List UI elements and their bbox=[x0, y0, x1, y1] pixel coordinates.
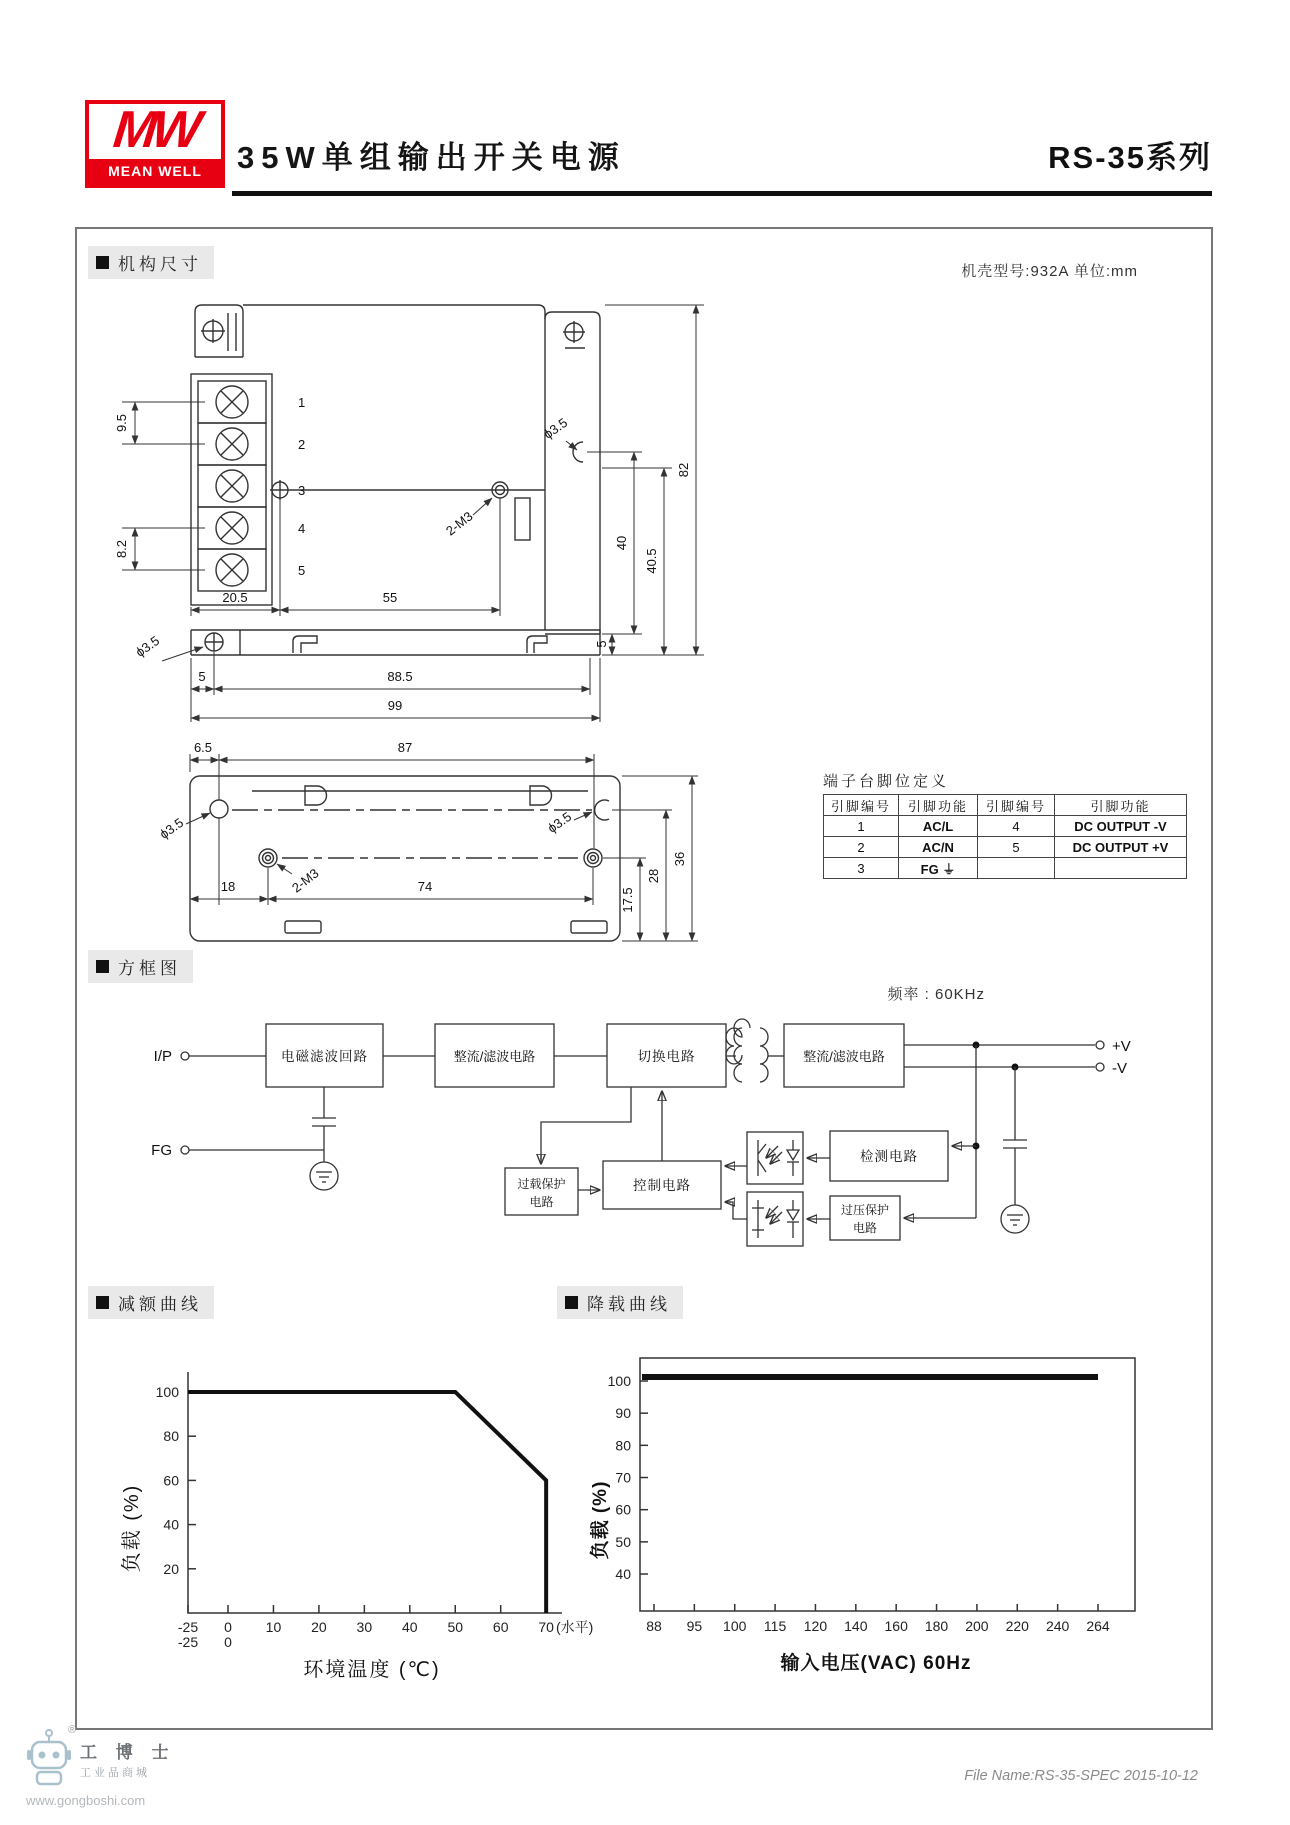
svg-text:55: 55 bbox=[382, 590, 398, 605]
pin-table-row bbox=[824, 816, 1187, 837]
fg-ground bbox=[310, 1087, 338, 1190]
x-tick-label: -25 bbox=[177, 1619, 199, 1635]
block-rectifier1: 整流/滤波电路 bbox=[453, 1049, 536, 1064]
x-tick-label: 10 bbox=[265, 1619, 282, 1635]
x-tick-label-row2: -25 bbox=[177, 1634, 199, 1650]
x-tick-label: 140 bbox=[844, 1618, 868, 1634]
meanwell-logo-mw: MW bbox=[110, 101, 200, 159]
svg-text:20.5: 20.5 bbox=[222, 590, 248, 605]
pin-table bbox=[823, 794, 1187, 879]
terminal-numbers bbox=[298, 395, 305, 578]
svg-text:5: 5 bbox=[198, 669, 206, 684]
svg-text:87: 87 bbox=[397, 740, 413, 755]
svg-text:2-M3: 2-M3 bbox=[442, 508, 476, 539]
x-tick-label: 60 bbox=[492, 1619, 509, 1635]
y-tick-label: 100 bbox=[155, 1384, 179, 1400]
x-tick-label: 100 bbox=[723, 1618, 747, 1634]
optocoupler-icon bbox=[747, 1192, 803, 1246]
x-tick-label: 180 bbox=[924, 1618, 949, 1634]
svg-text:ϕ3.5: ϕ3.5 bbox=[156, 814, 187, 842]
transformer-icon bbox=[726, 1019, 784, 1082]
block-input-label: I/P bbox=[153, 1048, 172, 1065]
header-rule bbox=[232, 191, 1212, 196]
svg-text:36: 36 bbox=[672, 851, 687, 867]
svg-text:82: 82 bbox=[676, 462, 691, 478]
section-input-derating-text: 降载曲线 bbox=[587, 1295, 671, 1314]
pin-table-row bbox=[824, 858, 1187, 879]
load-curve bbox=[188, 1392, 546, 1613]
x-tick-label: 30 bbox=[356, 1619, 373, 1635]
pin-number: 1 bbox=[824, 816, 899, 837]
derating-curve-chart bbox=[75, 1340, 635, 1700]
svg-text:8.2: 8.2 bbox=[114, 539, 129, 559]
x-tick-label: 115 bbox=[763, 1618, 787, 1634]
svg-text:9.5: 9.5 bbox=[114, 413, 129, 433]
pin-function: DC OUTPUT -V bbox=[1055, 816, 1187, 837]
x-axis-title: 输入电压(VAC) 60Hz bbox=[780, 1653, 972, 1674]
section-bullet-icon bbox=[96, 1296, 109, 1309]
block-overload-line2: 电路 bbox=[529, 1195, 554, 1209]
x-axis-title: 环境温度 (℃) bbox=[303, 1659, 441, 1681]
x-tick-label: 40 bbox=[402, 1619, 418, 1635]
pin-number: 5 bbox=[978, 837, 1055, 858]
section-derating-text: 减额曲线 bbox=[118, 1295, 202, 1314]
case-model-note: 机壳型号:932A 单位:mm bbox=[961, 263, 1138, 280]
x-tick-label: 95 bbox=[686, 1618, 703, 1634]
y-axis-title: 负载 (%) bbox=[590, 1480, 611, 1560]
pin-table-title: 端子台脚位定义 bbox=[823, 773, 950, 790]
svg-text:2: 2 bbox=[298, 437, 306, 452]
terminal-screws bbox=[216, 386, 248, 586]
y-tick-label: 50 bbox=[615, 1533, 631, 1550]
x-tick-label: 200 bbox=[965, 1618, 989, 1634]
svg-text:40.5: 40.5 bbox=[644, 548, 659, 574]
block-switching: 切换电路 bbox=[637, 1049, 696, 1064]
x-tick-label: 20 bbox=[311, 1619, 327, 1635]
axes bbox=[188, 1372, 562, 1613]
frequency-note: 频率 : 60KHz bbox=[887, 986, 985, 1003]
x-tick-label: 70 bbox=[538, 1619, 554, 1635]
svg-text:5: 5 bbox=[594, 640, 609, 648]
section-mech-text: 机构尺寸 bbox=[118, 255, 202, 274]
block-overload-line1: 过载保护 bbox=[517, 1177, 566, 1191]
section-bullet-icon bbox=[565, 1296, 578, 1309]
x-tick-label: 160 bbox=[884, 1618, 908, 1634]
block-emi: 电磁滤波回路 bbox=[281, 1049, 368, 1064]
watermark-name: 工 博 士 bbox=[80, 1743, 176, 1762]
watermark-url: www.gongboshi.com bbox=[26, 1793, 146, 1808]
y-axis-title: 负载 (%) bbox=[121, 1483, 143, 1573]
x-tick-label: 264 bbox=[1086, 1618, 1110, 1634]
pin-function: AC/L bbox=[899, 816, 978, 837]
svg-text:ϕ3.5: ϕ3.5 bbox=[544, 808, 575, 836]
svg-text:99: 99 bbox=[387, 698, 403, 713]
svg-text:5: 5 bbox=[298, 563, 306, 578]
section-derating-label bbox=[88, 1286, 214, 1319]
svg-text:40: 40 bbox=[614, 535, 629, 551]
y-tick-label: 20 bbox=[163, 1560, 179, 1577]
svg-text:ϕ3.5: ϕ3.5 bbox=[540, 414, 571, 442]
y-tick-label: 40 bbox=[163, 1516, 179, 1533]
pin-number: 4 bbox=[978, 816, 1055, 837]
pin-function: AC/N bbox=[899, 837, 978, 858]
block-rectifier2: 整流/滤波电路 bbox=[803, 1049, 885, 1064]
plot-frame bbox=[640, 1358, 1135, 1611]
x-tick-label: 88 bbox=[646, 1618, 662, 1634]
x-tick-label-row2: 0 bbox=[224, 1634, 232, 1650]
registered-mark: ® bbox=[68, 1724, 77, 1736]
optocoupler-icon bbox=[747, 1132, 803, 1184]
input-derating-curve-chart bbox=[590, 1340, 1215, 1700]
pin-table-header: 引脚功能 bbox=[1055, 795, 1187, 816]
y-tick-label: 40 bbox=[615, 1566, 631, 1583]
x-axis-suffix: (水平) bbox=[556, 1619, 594, 1635]
y-tick-label: 80 bbox=[163, 1428, 179, 1445]
x-tick-label: 0 bbox=[224, 1619, 232, 1635]
pin-number: 3 bbox=[824, 858, 899, 879]
output-ground bbox=[1001, 1067, 1029, 1233]
svg-text:88.5: 88.5 bbox=[387, 669, 413, 684]
gongboshi-robot-icon bbox=[26, 1728, 72, 1788]
svg-text:ϕ3.5: ϕ3.5 bbox=[132, 632, 163, 660]
svg-text:28: 28 bbox=[646, 868, 661, 884]
block-control: 控制电路 bbox=[633, 1178, 691, 1193]
x-tick-label: 50 bbox=[447, 1619, 464, 1635]
y-tick-label: 100 bbox=[607, 1373, 631, 1389]
svg-text:4: 4 bbox=[298, 521, 306, 536]
pin-table-row bbox=[824, 837, 1187, 858]
svg-text:2-M3: 2-M3 bbox=[288, 865, 322, 896]
svg-text:6.5: 6.5 bbox=[193, 740, 213, 755]
svg-text:1: 1 bbox=[298, 395, 306, 410]
page-title: 35W单组输出开关电源 bbox=[237, 140, 626, 175]
pin-function: FG ⏚ bbox=[899, 858, 978, 879]
x-tick-label: 240 bbox=[1045, 1618, 1070, 1634]
section-block-text: 方框图 bbox=[118, 959, 181, 978]
block-ovp-line2: 电路 bbox=[852, 1221, 878, 1235]
svg-text:18: 18 bbox=[220, 879, 236, 894]
block-detect: 检测电路 bbox=[860, 1149, 918, 1164]
block-vminus: -V bbox=[1112, 1060, 1127, 1077]
block-ovp-line1: 过压保护 bbox=[840, 1203, 890, 1217]
y-tick-label: 60 bbox=[615, 1501, 631, 1518]
y-tick-label: 70 bbox=[615, 1469, 631, 1486]
block-fg-label: FG bbox=[151, 1142, 172, 1159]
meanwell-logo bbox=[85, 100, 225, 188]
section-input-derating-label bbox=[557, 1286, 683, 1319]
file-name-note: File Name:RS-35-SPEC 2015-10-12 bbox=[964, 1768, 1198, 1784]
mech-bottom-dimensions bbox=[157, 740, 698, 941]
block-vplus: +V bbox=[1112, 1038, 1131, 1055]
mech-bottom-view bbox=[190, 776, 620, 941]
x-tick-label: 120 bbox=[803, 1618, 828, 1634]
y-tick-label: 80 bbox=[615, 1437, 631, 1454]
pin-table-header: 引脚功能 bbox=[899, 795, 978, 816]
pin-function bbox=[1055, 858, 1187, 879]
block-diagram bbox=[75, 940, 1213, 1260]
meanwell-logo-text: MEAN WELL bbox=[89, 159, 221, 184]
pin-number bbox=[978, 858, 1055, 879]
pin-number: 2 bbox=[824, 837, 899, 858]
pin-function: DC OUTPUT +V bbox=[1055, 837, 1187, 858]
y-tick-label: 90 bbox=[615, 1405, 631, 1422]
series-title: RS-35系列 bbox=[1048, 140, 1212, 175]
pin-table-header: 引脚编号 bbox=[978, 795, 1055, 816]
svg-text:74: 74 bbox=[417, 879, 433, 894]
pin-table-header: 引脚编号 bbox=[824, 795, 899, 816]
y-tick-label: 60 bbox=[163, 1472, 179, 1489]
mech-top-dimensions bbox=[114, 305, 704, 722]
pin-table-header-row bbox=[824, 795, 1187, 816]
svg-text:3: 3 bbox=[298, 483, 306, 498]
watermark-subtitle: 工业品商城 bbox=[80, 1767, 150, 1779]
x-tick-label: 220 bbox=[1005, 1618, 1029, 1634]
svg-text:17.5: 17.5 bbox=[620, 887, 635, 913]
